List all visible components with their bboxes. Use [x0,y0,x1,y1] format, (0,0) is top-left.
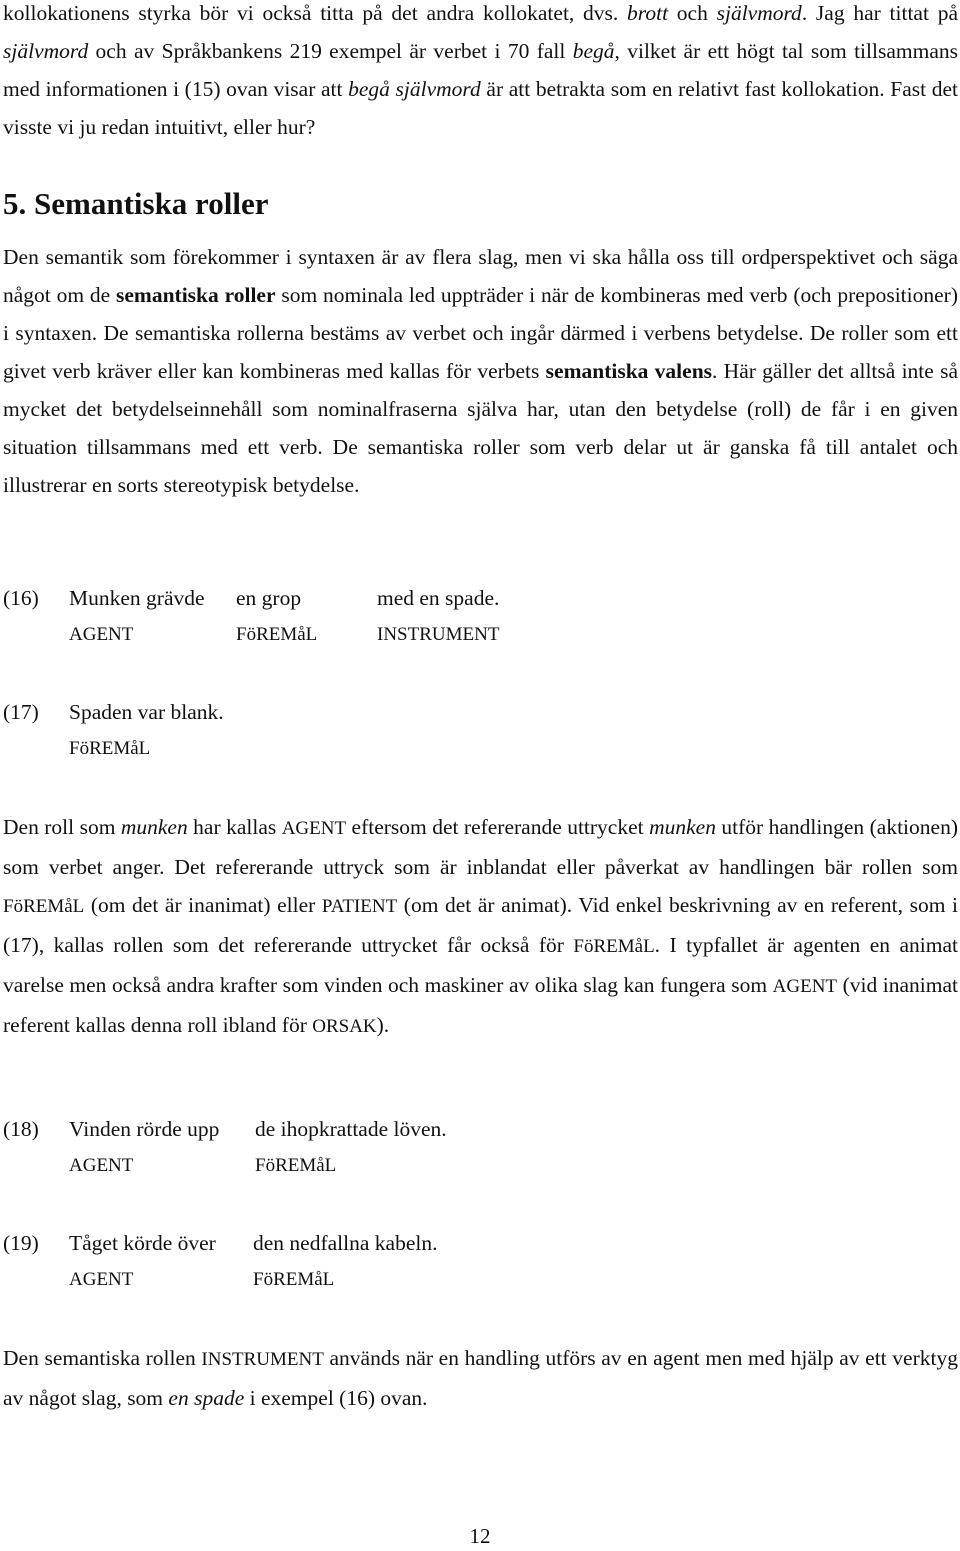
text-run: (om det är inanimat) eller [84,893,322,917]
text-run: . Här gäller det alltså inte så mycket det betydelseinnehåll som nominalfraserna själva har, utan den betydelse (roll) de får i en given situation tillsammans med ett verb. De semantiska roller som verb delar ut är ganska få till antalet och illustrerar en sorts stereotypisk betydelse. [3,359,958,497]
role-label: INSTRUMENT [377,624,500,645]
paragraph-semantic-roles [3,238,958,504]
italic-term: munken [120,815,188,839]
text-run: och [668,1,717,25]
example-word: en grop [236,586,302,610]
text-run: utför handlingen (aktionen) som verbet anger. Det refererande uttryck som är inblandat eller påverkat av handlingen bär rollen som [3,815,958,879]
text-run: (vid inanimat referent kallas denna roll ibland för [3,973,958,1037]
italic-term: självmord [3,39,89,63]
role-label: FöREMåL [253,1269,335,1290]
role-label: FöREMåL [255,1155,337,1176]
text-run: Den semantiska rollen [3,1346,202,1370]
role-term: FöREMåL [573,936,655,957]
example-word: Spaden var blank. [69,700,224,724]
italic-term: begå självmord [348,77,481,101]
text-run: är att betrakta som en relativt fast kollokation. Fast det visste vi ju redan intuitivt, eller hur? [3,77,959,139]
role-label: AGENT [69,1155,134,1176]
page-number: 12 [469,1524,491,1548]
role-term: PATIENT [321,896,398,917]
text-run: Den semantik som förekommer i syntaxen är av flera slag, men vi ska hålla oss till ordperspektivet och säga något om de [3,245,958,307]
paragraph-instrument [3,1339,958,1417]
text-run: har kallas [187,815,282,839]
example-19-sentence [3,1224,958,1262]
example-18-sentence [3,1110,958,1148]
text-run: (om det är animat). Vid enkel beskrivning av en referent, som i (17), kallas rollen som det refererande uttrycket får också för [3,893,958,957]
example-number: (17) [3,700,39,724]
example-18-roles [3,1148,958,1184]
role-term: FöREMåL [3,896,85,917]
example-word: med en spade. [377,586,500,610]
example-word: de ihopkrattade löven. [255,1117,447,1141]
role-label: AGENT [69,624,134,645]
example-word: den nedfallna kabeln. [253,1231,438,1255]
text-run: i exempel (16) ovan. [244,1386,428,1410]
example-word: Tåget körde över [69,1231,216,1255]
text-run: används när en handling utförs av en agent men med hjälp av ett verktyg av något slag, som [3,1346,958,1410]
example-word: Munken grävde [69,586,205,610]
role-term: INSTRUMENT [201,1349,324,1370]
example-number: (19) [3,1231,39,1255]
italic-term: en spade [168,1386,245,1410]
text-run: . Jag har tittat på [801,1,958,25]
text-run: kollokationens styrka bör vi också titta på det andra kollokatet, dvs. [3,1,628,25]
example-19-roles [3,1262,958,1298]
role-term: AGENT [772,976,838,997]
example-16-roles [3,617,958,653]
role-label: AGENT [69,1269,134,1290]
italic-term: begå [572,39,615,63]
paragraph-collocation [3,0,958,146]
example-word: Vinden rörde upp [69,1117,220,1141]
role-term: ORSAK [312,1016,377,1037]
example-number: (16) [3,586,39,610]
italic-term: brott [627,1,669,25]
text-run: Den roll som [3,815,121,839]
text-run: . I typfallet är agenten en animat varelse men också andra krafter som vinden och maskiner av olika slag kan fungera som [3,933,958,997]
example-17-roles [3,731,958,767]
text-run: och av Språkbankens 219 exempel är verbet i 70 fall [88,39,573,63]
text-run: som nominala led uppträder i när de kombineras med verb (och prepositioner) i syntaxen. De semantiska rollerna bestäms av verbet och ingår därmed i verbens betydelse. De roller som ett givet verb kräver eller kan kombineras med kallas för verbets [3,283,958,383]
paragraph-agent-explanation [3,808,958,1046]
role-term: AGENT [281,818,347,839]
section-heading: 5. Semantiska roller [3,186,269,221]
example-number: (18) [3,1117,39,1141]
role-label: FöREMåL [236,624,318,645]
example-17-sentence [3,693,958,731]
bold-term: semantiska roller [116,283,276,307]
text-run: , vilket är ett högt tal som tillsammans med informationen i (15) ovan visar att [3,39,958,101]
role-label: FöREMåL [69,738,151,759]
text-run: eftersom det refererande uttrycket [346,815,650,839]
italic-term: självmord [716,1,802,25]
text-run: ). [376,1013,390,1037]
bold-term: semantiska valens [545,359,713,383]
italic-term: munken [649,815,716,839]
example-16-sentence [3,579,958,617]
